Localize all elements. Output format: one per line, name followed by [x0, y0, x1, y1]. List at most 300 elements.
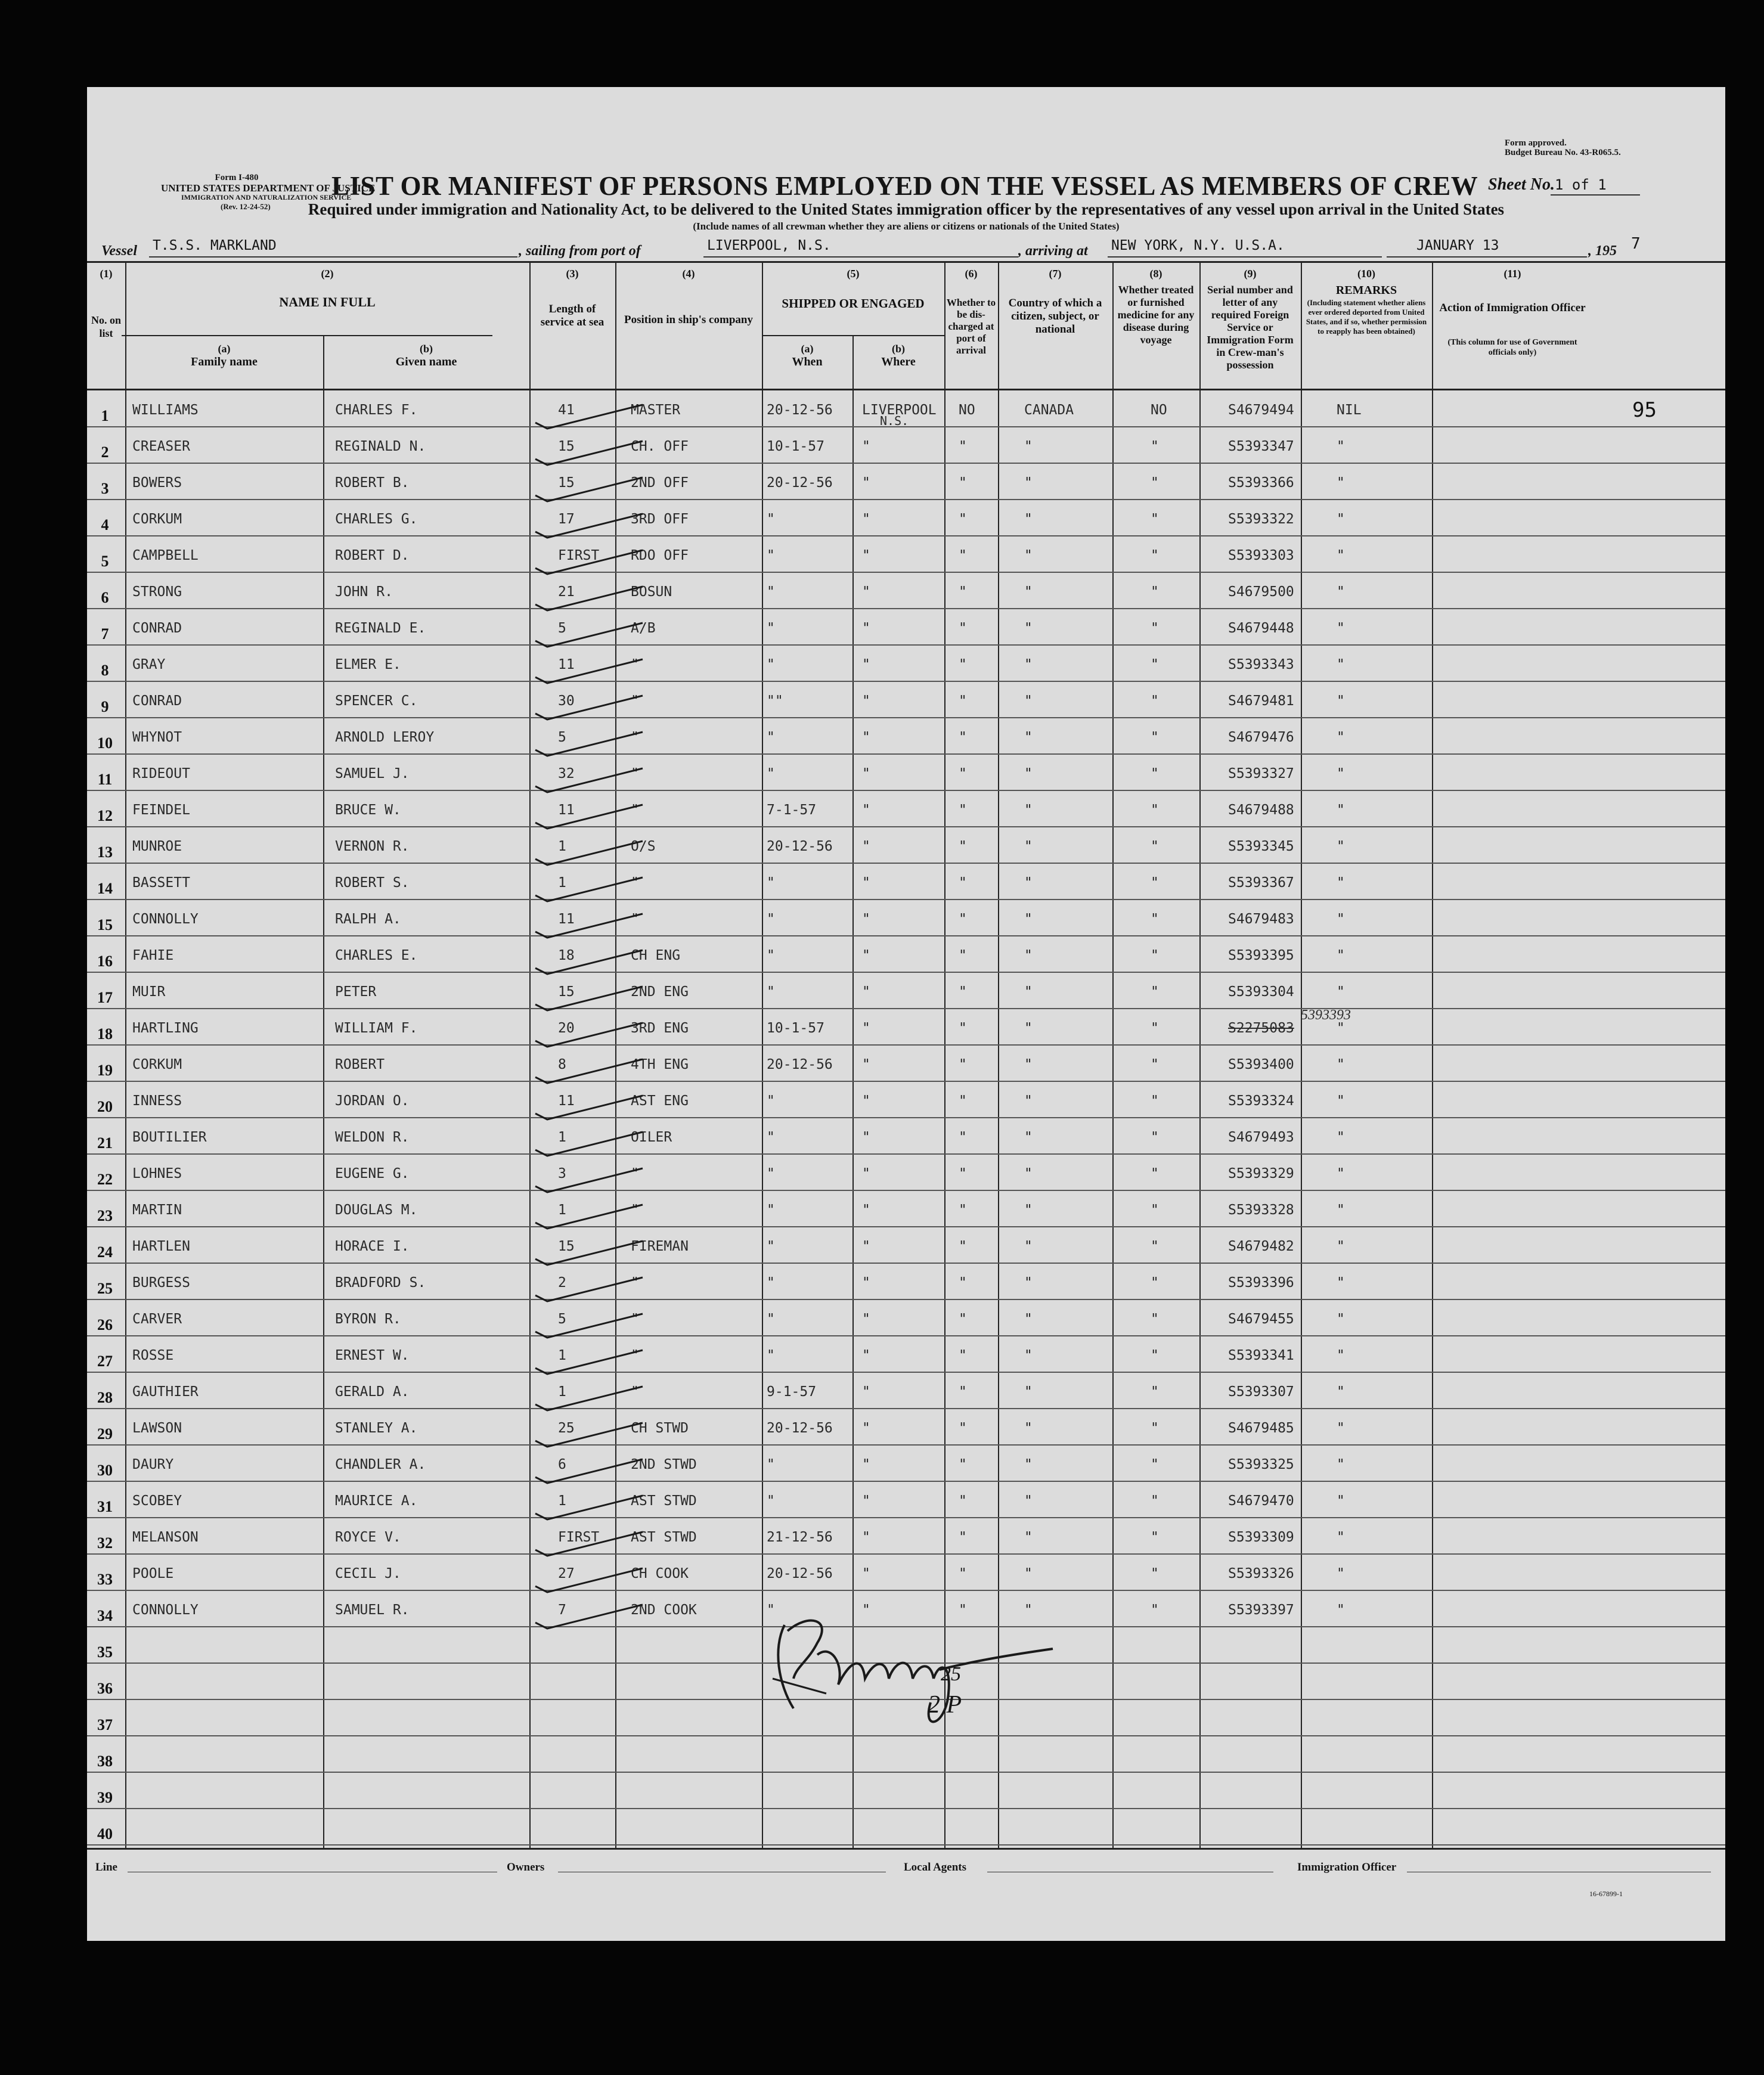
- family-name: HARTLEN: [132, 1239, 190, 1254]
- row-number: 36: [97, 1680, 113, 1697]
- remarks: ": [1337, 1493, 1345, 1509]
- row-number: 23: [97, 1207, 113, 1224]
- row-number: 17: [97, 989, 113, 1006]
- shipped-where: ": [862, 1348, 870, 1363]
- ship-position: O/S: [631, 839, 656, 854]
- treated: ": [1151, 475, 1159, 491]
- row-number: 9: [101, 698, 109, 715]
- family-name: RIDEOUT: [132, 766, 190, 781]
- shipped-when: 9-1-57: [767, 1384, 817, 1400]
- col10-label: REMARKS: [1335, 284, 1397, 297]
- col6-label: Whether to be dis-charged at port of arrival: [946, 297, 996, 356]
- serial-number: S2275083: [1228, 1021, 1294, 1036]
- row-number: 5: [101, 553, 109, 570]
- length-of-service: 3: [558, 1166, 566, 1181]
- family-name: CORKUM: [132, 511, 182, 527]
- family-name: POOLE: [132, 1566, 174, 1581]
- table-row: [87, 573, 1725, 609]
- department: UNITED STATES DEPARTMENT OF JUSTICE: [161, 182, 376, 194]
- serial-number: S4679485: [1228, 1420, 1294, 1436]
- country: ": [1024, 1166, 1033, 1181]
- shipped-when: 10-1-57: [767, 1021, 824, 1036]
- given-name: SPENCER C.: [335, 693, 418, 709]
- serial-number: S5393395: [1228, 948, 1294, 963]
- given-name: MAURICE A.: [335, 1493, 418, 1509]
- table-row: [87, 1046, 1725, 1082]
- ship-position: OILER: [631, 1130, 672, 1145]
- shipped-where: ": [862, 1239, 870, 1254]
- shipped-where: ": [862, 1311, 870, 1327]
- given-name: BRADFORD S.: [335, 1275, 426, 1291]
- length-of-service: 25: [558, 1420, 575, 1436]
- given-name: ROBERT D.: [335, 548, 410, 563]
- table-row-empty: [87, 1773, 1725, 1809]
- shipped-when: ": [767, 730, 775, 745]
- treated: ": [1151, 1457, 1159, 1472]
- shipped-where: ": [862, 984, 870, 1000]
- family-name: CONRAD: [132, 693, 182, 709]
- family-name: BASSETT: [132, 875, 190, 891]
- treated: ": [1151, 839, 1159, 854]
- col8-number: (8): [1149, 268, 1162, 280]
- discharged: ": [959, 1202, 967, 1218]
- col11-note: (This column for use of Government officials only): [1447, 338, 1577, 357]
- family-name: GAUTHIER: [132, 1384, 199, 1400]
- shipped-where: ": [862, 548, 870, 563]
- row-number: 26: [97, 1316, 113, 1333]
- ship-position: ": [631, 802, 639, 818]
- sheet-value: 1 of 1: [1555, 176, 1607, 193]
- country: ": [1024, 1384, 1033, 1400]
- length-of-service: FIRST: [558, 1530, 600, 1545]
- form-approved: Form approved.: [1505, 138, 1567, 148]
- col5a-label: When: [792, 355, 823, 368]
- table-row: [87, 1300, 1725, 1336]
- given-name: CHARLES E.: [335, 948, 418, 963]
- remarks: ": [1337, 948, 1345, 963]
- table-row: [87, 391, 1725, 427]
- country: ": [1024, 1239, 1033, 1254]
- given-name: WILLIAM F.: [335, 1021, 418, 1036]
- shipped-when: 7-1-57: [767, 802, 817, 818]
- family-name: FAHIE: [132, 948, 174, 963]
- given-name: VERNON R.: [335, 839, 410, 854]
- shipped-when: ": [767, 621, 775, 636]
- ship-position: CH STWD: [631, 1420, 689, 1436]
- shipped-where: ": [862, 693, 870, 709]
- treated: ": [1151, 875, 1159, 891]
- remarks: ": [1337, 1202, 1345, 1218]
- given-name: RALPH A.: [335, 911, 401, 927]
- length-of-service: 27: [558, 1566, 575, 1581]
- row-number: 10: [97, 734, 113, 752]
- shipped-when: ": [767, 1202, 775, 1218]
- shipped-where: ": [862, 911, 870, 927]
- col9-number: (9): [1244, 268, 1257, 280]
- ship-position: FIREMAN: [631, 1239, 689, 1254]
- table-row: [87, 1518, 1725, 1555]
- treated: ": [1151, 1275, 1159, 1291]
- discharged: ": [959, 1384, 967, 1400]
- family-name: WHYNOT: [132, 730, 182, 745]
- discharged: ": [959, 984, 967, 1000]
- table-row: [87, 1227, 1725, 1264]
- serial-number: S5393303: [1228, 548, 1294, 563]
- shipped-when: ": [767, 1348, 775, 1363]
- serial-number: S5393347: [1228, 439, 1294, 454]
- shipped-when: ": [767, 911, 775, 927]
- footer-owners: Owners: [507, 1861, 545, 1874]
- ship-position: ": [631, 1311, 639, 1327]
- treated: ": [1151, 1602, 1159, 1618]
- serial-number: S4679455: [1228, 1311, 1294, 1327]
- discharged: ": [959, 1311, 967, 1327]
- country: ": [1024, 1093, 1033, 1109]
- discharged: ": [959, 657, 967, 672]
- discharged: ": [959, 1021, 967, 1036]
- discharged: ": [959, 1602, 967, 1618]
- table-row: [87, 609, 1725, 646]
- discharged: ": [959, 1420, 967, 1436]
- given-name: WELDON R.: [335, 1130, 410, 1145]
- family-name: LOHNES: [132, 1166, 182, 1181]
- country: ": [1024, 511, 1033, 527]
- country: ": [1024, 1420, 1033, 1436]
- shipped-when: "": [767, 693, 783, 709]
- family-name: SCOBEY: [132, 1493, 182, 1509]
- ship-position: 3RD OFF: [631, 511, 689, 527]
- serial-number: S4679470: [1228, 1493, 1294, 1509]
- row-number: 19: [97, 1062, 113, 1079]
- remarks: ": [1337, 1239, 1345, 1254]
- treated: ": [1151, 730, 1159, 745]
- shipped-where: ": [862, 1457, 870, 1472]
- family-name: HARTLING: [132, 1021, 199, 1036]
- shipped-where: LIVERPOOL: [862, 402, 937, 418]
- serial-number: S5393400: [1228, 1057, 1294, 1072]
- row-number: 37: [97, 1716, 113, 1733]
- discharged: ": [959, 1457, 967, 1472]
- length-of-service: 41: [558, 402, 575, 418]
- treated: NO: [1151, 402, 1167, 418]
- shipped-when: 20-12-56: [767, 475, 833, 491]
- col1-number: (1): [100, 268, 113, 280]
- row-number: 39: [97, 1789, 113, 1806]
- shipped-where: ": [862, 839, 870, 854]
- serial-number: S5393367: [1228, 875, 1294, 891]
- table-row: [87, 646, 1725, 682]
- given-name: ARNOLD LEROY: [335, 730, 435, 745]
- year-prefix: , 195: [1588, 243, 1617, 259]
- remarks: ": [1337, 839, 1345, 854]
- row-number: 29: [97, 1425, 113, 1443]
- row-number: 14: [97, 880, 113, 897]
- table-row: [87, 427, 1725, 464]
- length-of-service: 1: [558, 1384, 566, 1400]
- handwritten-signature: [761, 1589, 1071, 1744]
- table-row: [87, 1118, 1725, 1155]
- revision: (Rev. 12-24-52): [221, 202, 271, 211]
- arriving-port: NEW YORK, N.Y. U.S.A.: [1111, 238, 1285, 253]
- length-of-service: 15: [558, 1239, 575, 1254]
- remarks: ": [1337, 621, 1345, 636]
- treated: ": [1151, 766, 1159, 781]
- given-name: SAMUEL J.: [335, 766, 410, 781]
- table-row: [87, 718, 1725, 755]
- shipped-when: 20-12-56: [767, 1420, 833, 1436]
- shipped-where: ": [862, 1202, 870, 1218]
- row-number: 18: [97, 1025, 113, 1043]
- length-of-service: 11: [558, 1093, 575, 1109]
- treated: ": [1151, 1384, 1159, 1400]
- remarks: ": [1337, 1130, 1345, 1145]
- discharged: ": [959, 911, 967, 927]
- length-of-service: 6: [558, 1457, 566, 1472]
- arriving-label: , arriving at: [1018, 243, 1088, 259]
- length-of-service: 1: [558, 1348, 566, 1363]
- country: ": [1024, 802, 1033, 818]
- family-name: ROSSE: [132, 1348, 174, 1363]
- ship-position: A/B: [631, 621, 656, 636]
- discharged: ": [959, 1566, 967, 1581]
- ship-position: CH COOK: [631, 1566, 689, 1581]
- treated: ": [1151, 1311, 1159, 1327]
- shipped-when: 21-12-56: [767, 1530, 833, 1545]
- treated: ": [1151, 1057, 1159, 1072]
- shipped-where: ": [862, 766, 870, 781]
- remarks: ": [1337, 584, 1345, 600]
- given-name: CHANDLER A.: [335, 1457, 426, 1472]
- shipped-when: 20-12-56: [767, 402, 833, 418]
- shipped-where: ": [862, 1384, 870, 1400]
- ship-position: AST STWD: [631, 1493, 697, 1509]
- serial-number: S5393397: [1228, 1602, 1294, 1618]
- length-of-service: 5: [558, 1311, 566, 1327]
- ship-position: 2ND ENG: [631, 984, 689, 1000]
- manifest-title: LIST OR MANIFEST OF PERSONS EMPLOYED ON THE VESSEL AS MEMBERS OF CREW: [331, 171, 1478, 201]
- table-row: [87, 536, 1725, 573]
- col2a-label: Family name: [191, 355, 258, 368]
- country: ": [1024, 1566, 1033, 1581]
- table-row: [87, 864, 1725, 900]
- serial-number: S4679476: [1228, 730, 1294, 745]
- family-name: BOUTILIER: [132, 1130, 207, 1145]
- shipped-where: ": [862, 730, 870, 745]
- discharged: ": [959, 693, 967, 709]
- annotation-top: 25: [941, 1663, 961, 1685]
- length-of-service: 15: [558, 984, 575, 1000]
- length-of-service: 15: [558, 439, 575, 454]
- country: CANADA: [1024, 402, 1074, 418]
- serial-number: S5393327: [1228, 766, 1294, 781]
- table-row: [87, 1336, 1725, 1373]
- table-row: [87, 900, 1725, 936]
- shipped-where: ": [862, 875, 870, 891]
- country: ": [1024, 693, 1033, 709]
- col10-note: (Including statement whether aliens ever ordered deported from United States, and if so, whether permission to reapply has been obtained): [1306, 298, 1427, 336]
- family-name: MUIR: [132, 984, 166, 1000]
- family-name: CAMPBELL: [132, 548, 199, 563]
- table-row: [87, 1155, 1725, 1191]
- length-of-service: 30: [558, 693, 575, 709]
- serial-number: S4679493: [1228, 1130, 1294, 1145]
- length-of-service: 5: [558, 621, 566, 636]
- ship-position: ": [631, 875, 639, 891]
- shipped-where: ": [862, 1420, 870, 1436]
- shipped-when: ": [767, 1093, 775, 1109]
- family-name: STRONG: [132, 584, 182, 600]
- given-name: ROBERT B.: [335, 475, 410, 491]
- remarks: ": [1337, 1530, 1345, 1545]
- given-name: STANLEY A.: [335, 1420, 418, 1436]
- given-name: CECIL J.: [335, 1566, 401, 1581]
- row-number: 4: [101, 516, 109, 534]
- shipped-where: ": [862, 1093, 870, 1109]
- ship-position: ": [631, 657, 639, 672]
- ship-position: 4TH ENG: [631, 1057, 689, 1072]
- given-name: REGINALD N.: [335, 439, 426, 454]
- country: ": [1024, 439, 1033, 454]
- remarks: ": [1337, 1602, 1345, 1618]
- remarks: ": [1337, 439, 1345, 454]
- row-number: 22: [97, 1171, 113, 1188]
- row-number: 27: [97, 1353, 113, 1370]
- shipped-where: ": [862, 657, 870, 672]
- country: ": [1024, 1202, 1033, 1218]
- given-name: ROYCE V.: [335, 1530, 401, 1545]
- serial-number: S5393396: [1228, 1275, 1294, 1291]
- shipped-when: ": [767, 1166, 775, 1181]
- treated: ": [1151, 548, 1159, 563]
- serial-number: S5393325: [1228, 1457, 1294, 1472]
- row-number: 8: [101, 662, 109, 679]
- shipped-where: ": [862, 475, 870, 491]
- length-of-service: 5: [558, 730, 566, 745]
- treated: ": [1151, 693, 1159, 709]
- ship-position: CH. OFF: [631, 439, 689, 454]
- shipped-when: ": [767, 584, 775, 600]
- ship-position: CH ENG: [631, 948, 681, 963]
- row-number: 30: [97, 1462, 113, 1479]
- given-name: CHARLES G.: [335, 511, 418, 527]
- table-row: [87, 791, 1725, 827]
- shipped-where: ": [862, 1493, 870, 1509]
- row-number: 33: [97, 1571, 113, 1588]
- shipped-when: ": [767, 657, 775, 672]
- family-name: CONRAD: [132, 621, 182, 636]
- serial-number: S4679482: [1228, 1239, 1294, 1254]
- length-of-service: FIRST: [558, 548, 600, 563]
- discharged: ": [959, 511, 967, 527]
- ship-position: ": [631, 1166, 639, 1181]
- family-name: MELANSON: [132, 1530, 199, 1545]
- country: ": [1024, 1530, 1033, 1545]
- given-name: BYRON R.: [335, 1311, 401, 1327]
- shipped-when: ": [767, 1457, 775, 1472]
- serial-number: S5393345: [1228, 839, 1294, 854]
- length-of-service: 11: [558, 657, 575, 672]
- treated: ": [1151, 1166, 1159, 1181]
- footer-line: Line: [95, 1861, 117, 1874]
- table-row: [87, 500, 1725, 536]
- treated: ": [1151, 1093, 1159, 1109]
- remarks: ": [1337, 730, 1345, 745]
- family-name: BOWERS: [132, 475, 182, 491]
- remarks: ": [1337, 657, 1345, 672]
- footer-officer: Immigration Officer: [1297, 1861, 1397, 1874]
- remarks: ": [1337, 1457, 1345, 1472]
- discharged: ": [959, 1348, 967, 1363]
- discharged: ": [959, 475, 967, 491]
- treated: ": [1151, 1493, 1159, 1509]
- row-number: 3: [101, 480, 109, 497]
- discharged: ": [959, 875, 967, 891]
- country: ": [1024, 548, 1033, 563]
- family-name: CARVER: [132, 1311, 182, 1327]
- print-code: 16-67899-1: [1589, 1890, 1623, 1898]
- shipped-where: ": [862, 948, 870, 963]
- table-row: [87, 1082, 1725, 1118]
- serial-number: S5393322: [1228, 511, 1294, 527]
- length-of-service: 1: [558, 1130, 566, 1145]
- table-row: [87, 1409, 1725, 1446]
- remarks: ": [1337, 511, 1345, 527]
- row-number: 7: [101, 625, 109, 643]
- country: ": [1024, 766, 1033, 781]
- treated: ": [1151, 1566, 1159, 1581]
- row-number: 25: [97, 1280, 113, 1297]
- shipped-where: ": [862, 1275, 870, 1291]
- shipped-when: 20-12-56: [767, 1566, 833, 1581]
- row-number: 35: [97, 1643, 113, 1661]
- col2b-number: (b): [420, 343, 433, 355]
- given-name: REGINALD E.: [335, 621, 426, 636]
- col7-number: (7): [1049, 268, 1062, 280]
- remarks: ": [1337, 1057, 1345, 1072]
- serial-number: S4679488: [1228, 802, 1294, 818]
- ship-position: ": [631, 766, 639, 781]
- discharged: ": [959, 948, 967, 963]
- discharged: ": [959, 548, 967, 563]
- country: ": [1024, 621, 1033, 636]
- remarks: ": [1337, 548, 1345, 563]
- remarks: ": [1337, 1420, 1345, 1436]
- treated: ": [1151, 511, 1159, 527]
- country: ": [1024, 1602, 1033, 1618]
- family-name: WILLIAMS: [132, 402, 199, 418]
- table-row: [87, 936, 1725, 973]
- given-name: ROBERT: [335, 1057, 385, 1072]
- country: ": [1024, 657, 1033, 672]
- table-row: [87, 682, 1725, 718]
- treated: ": [1151, 657, 1159, 672]
- serial-number: S4679448: [1228, 621, 1294, 636]
- discharged: ": [959, 584, 967, 600]
- given-name: JORDAN O.: [335, 1093, 410, 1109]
- col9-label: Serial number and letter of any required Foreign Service or Immigration Form in Crew-man's possession: [1207, 284, 1294, 371]
- length-of-service: 1: [558, 1493, 566, 1509]
- serial-number: S4679494: [1228, 402, 1294, 418]
- discharged: ": [959, 1493, 967, 1509]
- discharged: NO: [959, 402, 975, 418]
- ship-position: AST ENG: [631, 1093, 689, 1109]
- treated: ": [1151, 1530, 1159, 1545]
- ship-position: ": [631, 1384, 639, 1400]
- shipped-when: ": [767, 1311, 775, 1327]
- row-number: 32: [97, 1534, 113, 1552]
- vessel-name: T.S.S. MARKLAND: [153, 238, 277, 253]
- shipped-where: ": [862, 1130, 870, 1145]
